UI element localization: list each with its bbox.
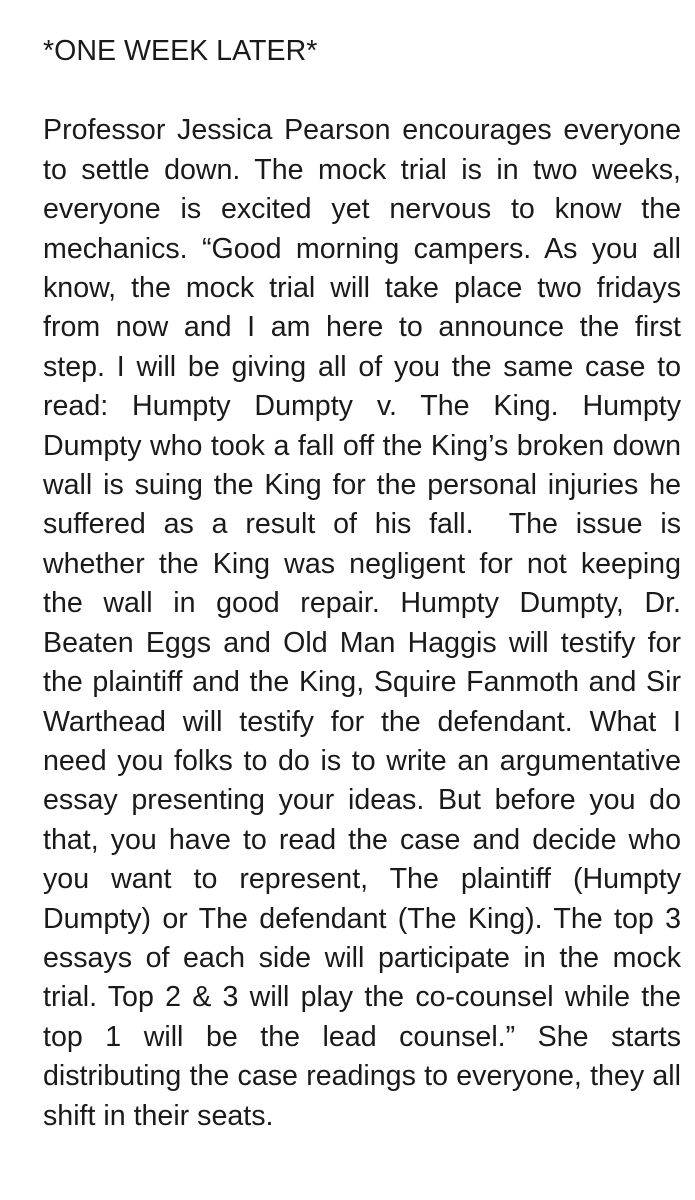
story-paragraph: Professor Jessica Pearson encourages everyone to settle down. The mock trial is in two weeks, everyone is excited yet nervous to know the mechanics. “Good morning campers. As you all know, the mock trial will take place two fridays from now and I am here to announce the first step. I will be giving all of you the same case to read: Humpty Dumpty v. The King. Humpty Dumpty who took a fall off the King’s broken down wall is suing the King for the personal injuries he suffered as a result of his fall. The issue is whether the King was negligent for not keeping the wall in good repair. Humpty Dumpty, Dr. Beaten Eggs and Old Man Haggis will testify for the plaintiff and the King, Squire Fanmoth and Sir Warthead will testify for the defendant. What I need you folks to do is to write an argumentative essay presenting your ideas. But before you do that, you have to read the case and decide who you want to represent, The plaintiff (Humpty Dumpty) or The defendant (The King). The top 3 essays of each side will participate in the mock trial. Top 2 & 3 will play the co-counsel while the top 1 will be the lead counsel.” She starts distributing the case readings to everyone, they all shift in their seats.	[43, 114, 689, 1132]
scene-heading: *ONE WEEK LATER*	[43, 35, 318, 67]
